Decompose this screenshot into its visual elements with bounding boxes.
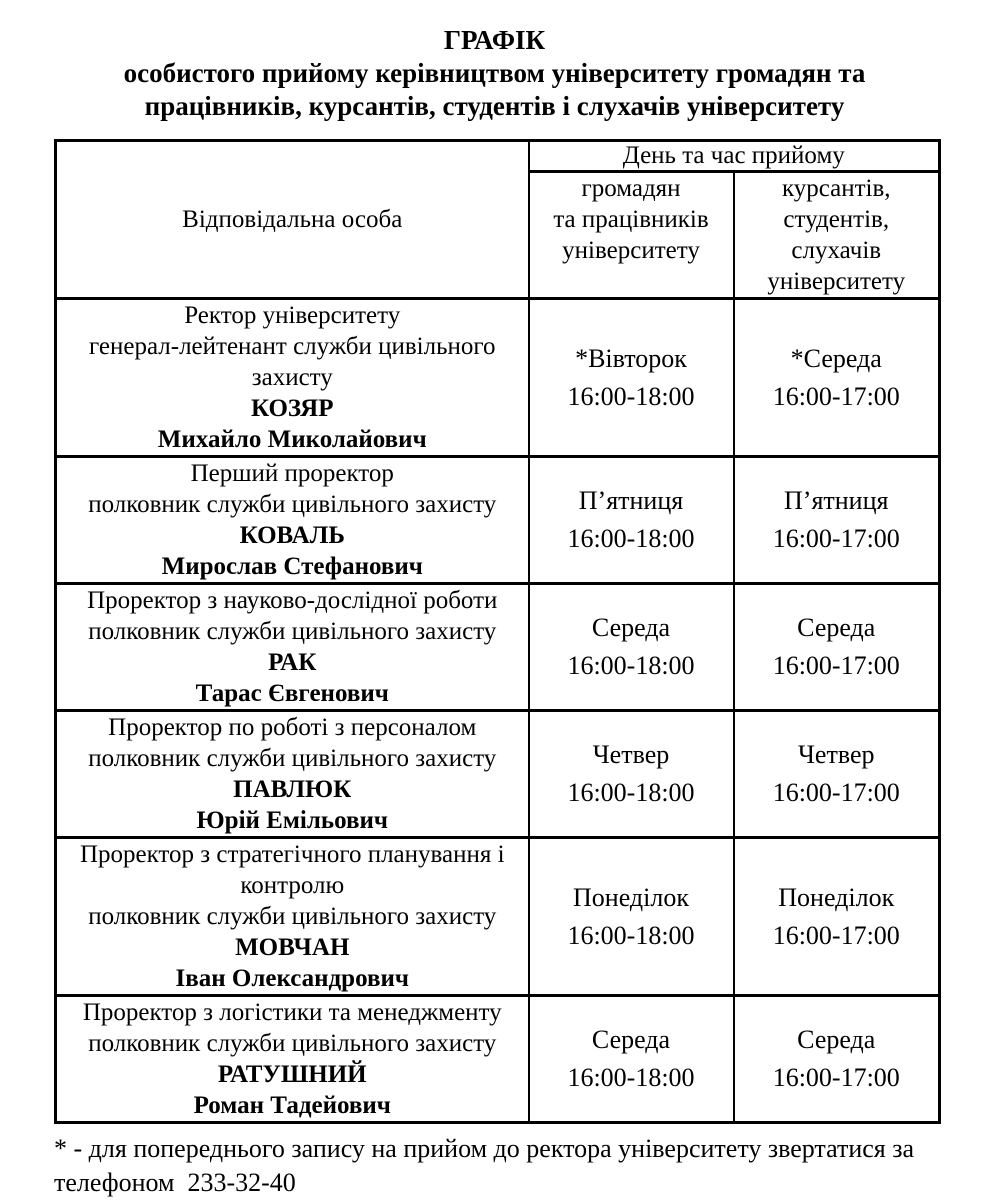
given-name: Юрій Емільович bbox=[196, 807, 388, 834]
table-row bbox=[56, 711, 940, 838]
citizens-reception-cell bbox=[529, 299, 734, 457]
reception-day: *Вівторок bbox=[575, 343, 687, 373]
reception-day: Середа bbox=[591, 1025, 671, 1054]
citizens-reception-cell bbox=[529, 584, 734, 711]
reception-schedule-table bbox=[54, 139, 941, 1124]
responsible-person-cell bbox=[56, 996, 529, 1123]
role-line: Проректор по роботі з персоналом bbox=[108, 714, 477, 741]
text-line: * - для попереднього запису на прийом до ректора університету звертатися за bbox=[54, 1134, 915, 1163]
reception-time: 16:00-18:00 bbox=[567, 778, 695, 807]
citizens-reception-cell bbox=[529, 996, 734, 1123]
role-line: Проректор з стратегічного планування і bbox=[79, 841, 505, 868]
responsible-person-cell bbox=[56, 711, 529, 838]
column-header-cadets-students bbox=[734, 172, 940, 299]
role-line: полковник служби цивільного захисту bbox=[88, 618, 497, 645]
responsible-person-cell bbox=[56, 299, 529, 457]
cadets-reception-cell bbox=[734, 996, 940, 1123]
given-name: Тарас Євгенович bbox=[195, 680, 389, 707]
role-line: Перший проректор bbox=[190, 460, 394, 487]
role-line: контролю bbox=[240, 872, 345, 899]
surname: КОЗЯР bbox=[250, 395, 334, 422]
reception-day: Понеділок bbox=[573, 882, 689, 912]
citizens-reception-cell bbox=[529, 711, 734, 838]
text-line: працівників, курсантів, студентів і слухачів університету bbox=[144, 91, 845, 121]
text-line: курсантів, bbox=[781, 175, 891, 202]
table-row bbox=[56, 996, 940, 1123]
reception-time: 16:00-17:00 bbox=[772, 920, 900, 950]
text-line: слухачів bbox=[791, 237, 882, 264]
text-line: університету bbox=[562, 237, 700, 264]
schedule-rows bbox=[56, 299, 940, 1123]
citizens-reception-cell bbox=[529, 838, 734, 996]
reception-time: 16:00-17:00 bbox=[772, 651, 900, 680]
text-line: університету bbox=[767, 268, 906, 295]
text-line: студентів, bbox=[783, 206, 890, 233]
column-header-citizens-employees bbox=[529, 172, 734, 299]
reception-day: Середа bbox=[797, 613, 876, 642]
role-line: генерал-лейтенант служби цивільного bbox=[88, 333, 496, 360]
given-name: Іван Олександрович bbox=[175, 965, 409, 992]
table-row bbox=[56, 584, 940, 711]
text-line: та працівників bbox=[553, 206, 709, 233]
responsible-person-cell bbox=[56, 584, 529, 711]
table-row bbox=[56, 838, 940, 996]
surname: РАК bbox=[268, 649, 317, 676]
reception-time: 16:00-17:00 bbox=[772, 524, 900, 553]
header-row-top bbox=[56, 141, 940, 172]
reception-day: Четвер bbox=[592, 740, 670, 769]
document-title bbox=[0, 0, 989, 123]
text-line: ГРАФІК bbox=[443, 25, 546, 55]
reception-day: Середа bbox=[797, 1025, 876, 1054]
role-line: полковник служби цивільного захисту bbox=[88, 491, 497, 518]
cadets-reception-cell bbox=[734, 584, 940, 711]
reception-time: 16:00-17:00 bbox=[772, 1063, 900, 1092]
given-name: Мирослав Стефанович bbox=[161, 553, 423, 580]
reception-day: Середа bbox=[591, 613, 671, 642]
role-line: Проректор з науково-дослідної роботи bbox=[87, 587, 498, 614]
surname: КОВАЛЬ bbox=[239, 522, 345, 549]
reception-time: 16:00-18:00 bbox=[567, 920, 695, 950]
cadets-reception-cell bbox=[734, 457, 940, 584]
given-name: Роман Тадейович bbox=[193, 1092, 391, 1119]
footnote bbox=[54, 1132, 959, 1200]
column-header-responsible-person: Відповідальна особа bbox=[56, 141, 529, 299]
reception-day: П’ятниця bbox=[784, 486, 889, 515]
reception-time: 16:00-18:00 bbox=[567, 651, 695, 680]
text-line: особистого прийому керівництвом університету громадян та bbox=[123, 58, 866, 88]
citizens-reception-cell bbox=[529, 457, 734, 584]
cadets-reception-cell bbox=[734, 299, 940, 457]
text-line: громадян bbox=[581, 175, 681, 202]
role-line: полковник служби цивільного захисту bbox=[88, 745, 497, 772]
given-name: Михайло Миколайович bbox=[157, 426, 427, 453]
surname: ПАВЛЮК bbox=[233, 776, 352, 803]
responsible-person-cell bbox=[56, 457, 529, 584]
cadets-reception-cell bbox=[734, 711, 940, 838]
table-row bbox=[56, 457, 940, 584]
column-header-day-and-time: День та час прийому bbox=[529, 141, 940, 172]
reception-time: 16:00-18:00 bbox=[567, 524, 695, 553]
reception-day: П’ятниця bbox=[578, 486, 684, 515]
role-line: Проректор з логістики та менеджменту bbox=[82, 999, 502, 1026]
role-line: Ректор університету bbox=[184, 302, 401, 329]
responsible-person-cell bbox=[56, 838, 529, 996]
reception-time: 16:00-18:00 bbox=[567, 381, 695, 411]
surname: МОВЧАН bbox=[235, 934, 350, 961]
role-line: захисту bbox=[251, 364, 333, 391]
reception-day: *Середа bbox=[790, 343, 882, 373]
role-line: полковник служби цивільного захисту bbox=[88, 903, 497, 930]
cadets-reception-cell bbox=[734, 838, 940, 996]
reception-time: 16:00-17:00 bbox=[772, 381, 900, 411]
reception-day: Понеділок bbox=[778, 882, 895, 912]
role-line: полковник служби цивільного захисту bbox=[88, 1030, 497, 1057]
surname: РАТУШНИЙ bbox=[217, 1061, 367, 1088]
reception-time: 16:00-17:00 bbox=[772, 778, 900, 807]
table-row bbox=[56, 299, 940, 457]
text-line: телефоном 233-32-40 bbox=[54, 1168, 296, 1197]
reception-time: 16:00-18:00 bbox=[567, 1063, 695, 1092]
reception-day: Четвер bbox=[798, 740, 875, 769]
